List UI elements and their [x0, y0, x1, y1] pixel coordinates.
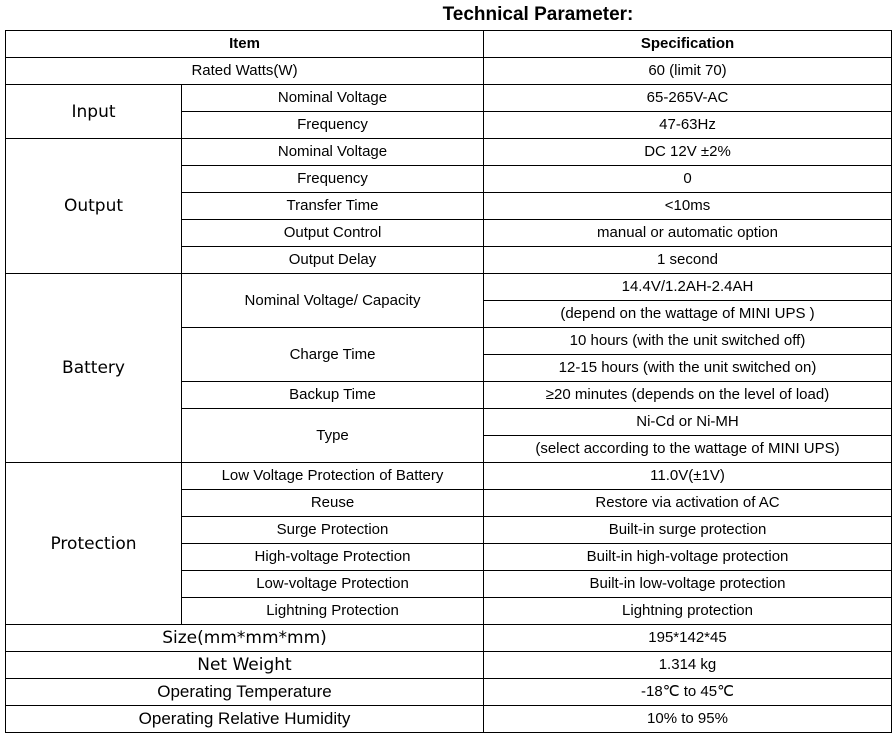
size-label: Size(mm*mm*mm)	[6, 625, 484, 652]
input-nominal-voltage-value: 65-265V-AC	[484, 85, 892, 112]
table-row	[6, 706, 892, 733]
input-frequency-label: Frequency	[182, 112, 484, 139]
protection-high-voltage-label: High-voltage Protection	[182, 544, 484, 571]
input-nominal-voltage-label: Nominal Voltage	[182, 85, 484, 112]
protection-low-voltage-battery-value: 11.0V(±1V)	[484, 463, 892, 490]
protection-low-voltage-battery-label: Low Voltage Protection of Battery	[182, 463, 484, 490]
protection-lightning-value: Lightning protection	[484, 598, 892, 625]
table-row	[6, 274, 892, 301]
battery-type-note: (select according to the wattage of MINI UPS)	[484, 436, 892, 463]
battery-backup-time-value: ≥20 minutes (depends on the level of load)	[484, 382, 892, 409]
operating-temperature-value: -18℃ to 45℃	[484, 679, 892, 706]
net-weight-value: 1.314 kg	[484, 652, 892, 679]
table-row	[6, 139, 892, 166]
output-nominal-voltage-value: DC 12V ±2%	[484, 139, 892, 166]
output-delay-value: 1 second	[484, 247, 892, 274]
table-row	[6, 652, 892, 679]
rated-watts-label: Rated Watts(W)	[6, 58, 484, 85]
table-row	[6, 58, 892, 85]
protection-reuse-label: Reuse	[182, 490, 484, 517]
output-transfer-time-label: Transfer Time	[182, 193, 484, 220]
header-item: Item	[6, 31, 484, 58]
protection-high-voltage-value: Built-in high-voltage protection	[484, 544, 892, 571]
output-frequency-value: 0	[484, 166, 892, 193]
header-specification: Specification	[484, 31, 892, 58]
rated-watts-value: 60 (limit 70)	[484, 58, 892, 85]
table-row	[6, 85, 892, 112]
battery-nominal-voltage-capacity-note: (depend on the wattage of MINI UPS )	[484, 301, 892, 328]
group-protection: Protection	[6, 463, 182, 625]
output-control-label: Output Control	[182, 220, 484, 247]
battery-type-label: Type	[182, 409, 484, 463]
output-transfer-time-value: <10ms	[484, 193, 892, 220]
protection-low-voltage-label: Low-voltage Protection	[182, 571, 484, 598]
battery-type-value: Ni-Cd or Ni-MH	[484, 409, 892, 436]
output-frequency-label: Frequency	[182, 166, 484, 193]
battery-charge-time-value-on: 12-15 hours (with the unit switched on)	[484, 355, 892, 382]
operating-humidity-label: Operating Relative Humidity	[6, 706, 484, 733]
protection-reuse-value: Restore via activation of AC	[484, 490, 892, 517]
battery-backup-time-label: Backup Time	[182, 382, 484, 409]
group-output: Output	[6, 139, 182, 274]
table-row	[6, 679, 892, 706]
protection-lightning-label: Lightning Protection	[182, 598, 484, 625]
size-value: 195*142*45	[484, 625, 892, 652]
protection-surge-value: Built-in surge protection	[484, 517, 892, 544]
table-row	[6, 463, 892, 490]
group-battery: Battery	[6, 274, 182, 463]
protection-surge-label: Surge Protection	[182, 517, 484, 544]
group-input: Input	[6, 85, 182, 139]
table-row	[6, 625, 892, 652]
battery-nominal-voltage-capacity-value: 14.4V/1.2AH-2.4AH	[484, 274, 892, 301]
spec-table	[5, 30, 892, 733]
table-header-row	[6, 31, 892, 58]
input-frequency-value: 47-63Hz	[484, 112, 892, 139]
battery-charge-time-value-off: 10 hours (with the unit switched off)	[484, 328, 892, 355]
output-delay-label: Output Delay	[182, 247, 484, 274]
battery-charge-time-label: Charge Time	[182, 328, 484, 382]
output-control-value: manual or automatic option	[484, 220, 892, 247]
protection-low-voltage-value: Built-in low-voltage protection	[484, 571, 892, 598]
page-title: Technical Parameter:	[442, 4, 634, 25]
net-weight-label: Net Weight	[6, 652, 484, 679]
battery-nominal-voltage-capacity-label: Nominal Voltage/ Capacity	[182, 274, 484, 328]
operating-humidity-value: 10% to 95%	[484, 706, 892, 733]
operating-temperature-label: Operating Temperature	[6, 679, 484, 706]
output-nominal-voltage-label: Nominal Voltage	[182, 139, 484, 166]
